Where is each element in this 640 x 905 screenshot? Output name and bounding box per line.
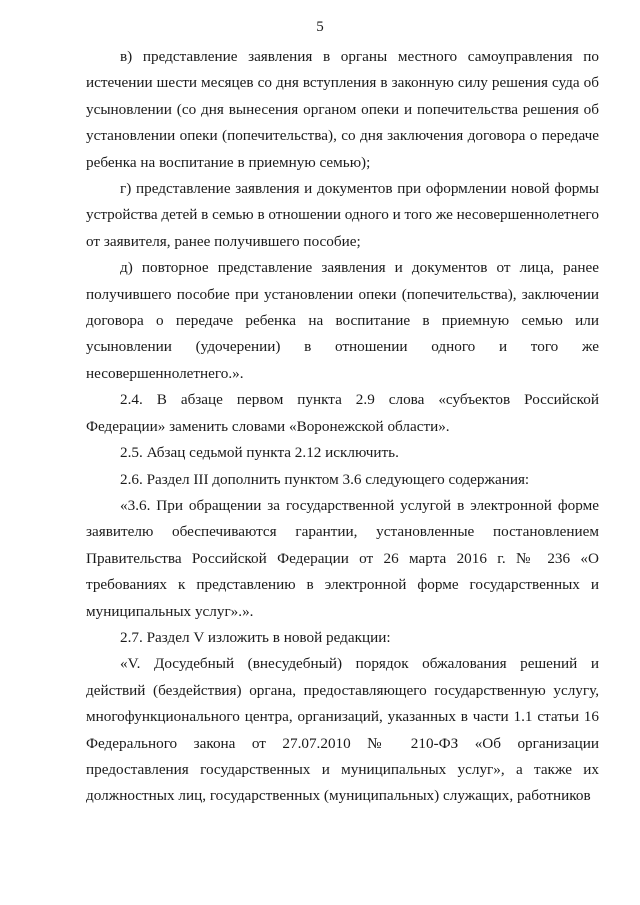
paragraph-3-6-quote: «3.6. При обращении за государственной услугой в электронной форме заявителю обеспечиваются гарантии, установленные постановлением Правительства Российской Федерации от 26 марта 2016 г. № 236 «О требованиях к представлению в электронной форме государственных и муниципальных услуг».». [86, 496, 599, 620]
paragraph-section-v-title: «V. Досудебный (внесудебный) порядок обжалования решений и действий (бездействия) органа, предоставляющего государственную услугу, многофункционального центра, организаций, указанных в части 1.1 статьи 16 Федерального закона от 27.07.2010 № 210-ФЗ «Об организации предоставления государственных и муниципальных услуг», а также их должностных лиц, государственных (муниципальных) служащих, работников [86, 655, 599, 805]
page-number: 5 [316, 19, 324, 35]
paragraph-2-5: 2.5. Абзац седьмой пункта 2.12 исключить. [120, 444, 399, 462]
paragraph-item-v: в) представление заявления в органы местного самоуправления по истечении шести месяцев со дня вступления в законную силу решения суда об усыновлении (со дня вынесения органом опеки и попечительства решения об установлении опеки (попечительства), со дня заключения договора о передаче ребенка на воспитание в приемную семью); [86, 48, 599, 171]
paragraph-2-4: 2.4. В абзаце первом пункта 2.9 слова «субъектов Российской Федерации» заменить словами «Воронежской области». [86, 391, 599, 435]
paragraph-item-d: д) повторное представление заявления и документов от лица, ранее получившего пособие при установлении опеки (попечительства), заключении договора о передаче ребенка на воспитание в приемную семью или усыновлении (удочерении) в отношении одного и того же несовершеннолетнего.». [86, 259, 599, 382]
paragraph-2-7: 2.7. Раздел V изложить в новой редакции: [120, 628, 391, 646]
paragraph-item-g: г) представление заявления и документов при оформлении новой формы устройства детей в семью в отношении одного и того же несовершеннолетнего от заявителя, ранее получившего пособие; [86, 180, 600, 250]
paragraph-2-6: 2.6. Раздел III дополнить пунктом 3.6 следующего содержания: [120, 470, 530, 488]
document-body [86, 44, 599, 810]
